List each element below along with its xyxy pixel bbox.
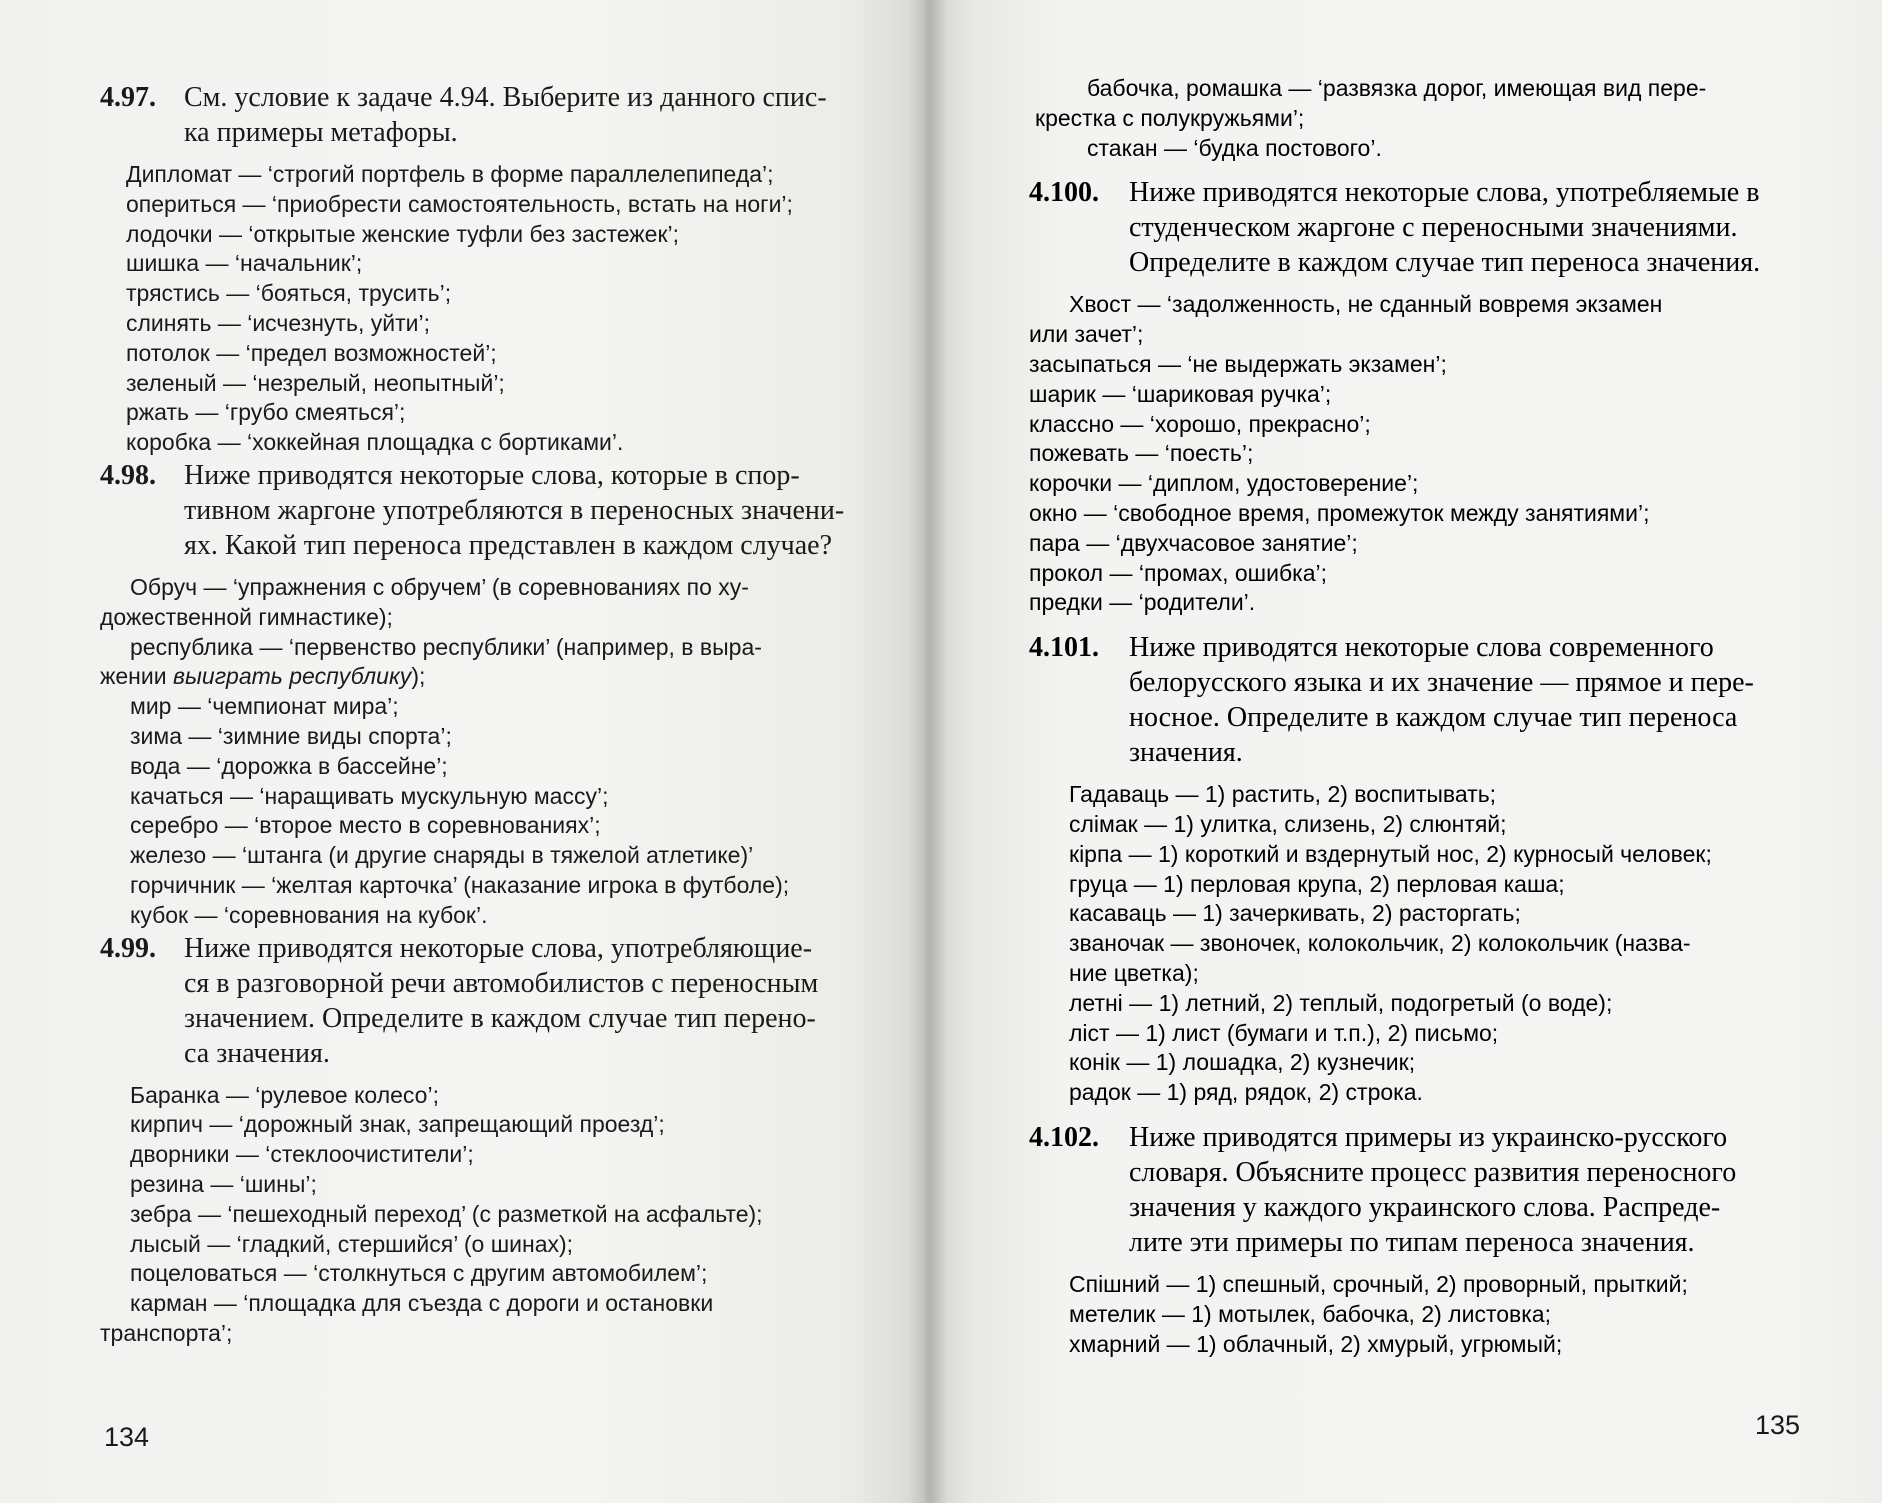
continuation-list bbox=[1035, 74, 1815, 163]
list-item: пара — ‘двухчасовое занятие’; bbox=[1029, 529, 1358, 556]
list-item: жении выиграть республику); bbox=[100, 663, 426, 690]
task-number: 4.98. bbox=[100, 459, 156, 491]
list-item: Дипломат — ‘строгий портфель в форме параллелепипеда’; bbox=[126, 161, 774, 187]
list-item: метелик — 1) мотылек, бабочка, 2) листовка; bbox=[1069, 1300, 1551, 1327]
list-item: классно — ‘хорошо, прекрасно’; bbox=[1029, 410, 1371, 437]
list-item: касаваць — 1) зачеркивать, 2) расторгать; bbox=[1069, 900, 1521, 927]
task-text: Ниже приводятся некоторые слова, употребляющие- ся в разговорной речи автомобилистов с переносным значением. Определите в каждом случае тип перено- са значения. bbox=[184, 932, 819, 1069]
list-item: транспорта’; bbox=[100, 1319, 233, 1346]
list-item: поцеловаться — ‘столкнуться с другим автомобилем’; bbox=[130, 1260, 708, 1287]
list-item: предки — ‘родители’. bbox=[1029, 589, 1256, 616]
list-item: хмарний — 1) облачный, 2) хмурый, угрюмый; bbox=[1069, 1330, 1563, 1357]
list-item: ние цветка); bbox=[1069, 959, 1199, 986]
list-item: шарик — ‘шариковая ручка’; bbox=[1029, 380, 1332, 407]
list-item: бабочка, ромашка — ‘развязка дорог, имеющая вид пере- bbox=[1087, 75, 1707, 101]
task-number: 4.99. bbox=[100, 932, 156, 964]
list-item: резина — ‘шины’; bbox=[130, 1170, 317, 1197]
example-list bbox=[48, 160, 870, 458]
list-item: коробка — ‘хоккейная площадка с бортиками’. bbox=[126, 429, 624, 456]
list-item: Хвост — ‘задолженность, не сданный вовремя экзамен bbox=[1069, 291, 1663, 318]
list-item: Гадаваць — 1) растить, 2) воспитывать; bbox=[1069, 781, 1497, 808]
task-number: 4.102. bbox=[1029, 1121, 1099, 1153]
task-4-99 bbox=[100, 931, 870, 1349]
list-item: серебро — ‘второе место в соревнованиях’; bbox=[130, 812, 601, 839]
list-item: пожевать — ‘поесть’; bbox=[1029, 440, 1254, 467]
list-item: званочак — звоночек, колокольчик, 2) колокольчик (назва- bbox=[1069, 930, 1691, 957]
task-number: 4.100. bbox=[1029, 177, 1099, 209]
task-4-102 bbox=[1029, 1120, 1815, 1359]
task-4-100 bbox=[1029, 175, 1815, 618]
list-item: летні — 1) летний, 2) теплый, подогретый (о воде); bbox=[1069, 989, 1613, 1016]
list-item: корочки — ‘диплом, удостоверение’; bbox=[1029, 470, 1419, 497]
list-item: опериться — ‘приобрести самостоятельность, встать на ноги’; bbox=[126, 190, 793, 217]
task-text: Ниже приводятся некоторые слова, которые в спор- тивном жаргоне употребляются в переносных значени- ях. Какой тип переноса представлен в каждом случае? bbox=[184, 459, 845, 561]
task-text: Ниже приводятся примеры из украинско-русского словаря. Объясните процесс развития переносного значения у каждого украинского слова. Распреде- лите эти примеры по типам переноса значения. bbox=[1129, 1121, 1737, 1258]
page-number: 135 bbox=[1755, 1410, 1801, 1440]
list-item: качаться — ‘наращивать мускульную массу’; bbox=[130, 782, 609, 809]
example-list bbox=[48, 1081, 870, 1349]
task-4-101 bbox=[1029, 630, 1815, 1108]
list-item: зебра — ‘пешеходный переход’ (с разметкой на асфальте); bbox=[130, 1200, 763, 1227]
page-number: 134 bbox=[104, 1422, 150, 1452]
left-page bbox=[0, 0, 925, 1503]
list-item: Спішний — 1) спешный, срочный, 2) проворный, прыткий; bbox=[1069, 1270, 1688, 1297]
list-item: дворники — ‘стеклоочистители’; bbox=[130, 1141, 474, 1168]
list-item: зима — ‘зимние виды спорта’; bbox=[130, 722, 452, 749]
list-item: кубок — ‘соревнования на кубок’. bbox=[130, 901, 488, 928]
task-number: 4.97. bbox=[100, 82, 156, 113]
task-4-98 bbox=[100, 458, 870, 931]
list-item: кірпа — 1) короткий и вздернутый нос, 2) курносый человек; bbox=[1069, 840, 1712, 867]
list-item: стакан — ‘будка постового’. bbox=[1087, 134, 1382, 161]
list-item: лодочки — ‘открытые женские туфли без застежек’; bbox=[126, 220, 680, 247]
left-page-content bbox=[100, 80, 870, 1349]
list-item: слімак — 1) улитка, слизень, 2) слюнтяй; bbox=[1069, 810, 1507, 837]
list-item: кирпич — ‘дорожный знак, запрещающий проезд’; bbox=[130, 1111, 665, 1138]
list-item: горчичник — ‘желтая карточка’ (наказание игрока в футболе); bbox=[130, 871, 790, 898]
list-item: шишка — ‘начальник’; bbox=[126, 250, 363, 277]
list-item: мир — ‘чемпионат мира’; bbox=[130, 693, 399, 720]
task-text: См. условие к задаче 4.94. Выберите из данного спис- ка примеры метафоры. bbox=[184, 82, 827, 148]
list-item: ліст — 1) лист (бумаги и т.п.), 2) письмо; bbox=[1069, 1019, 1499, 1046]
example-list bbox=[48, 573, 870, 931]
list-item: потолок — ‘предел возможностей’; bbox=[126, 339, 497, 366]
list-item: Баранка — ‘рулевое колесо’; bbox=[130, 1081, 439, 1108]
right-page-content bbox=[1029, 74, 1815, 1359]
list-item: республика — ‘первенство республики’ (например, в выра- bbox=[130, 633, 762, 660]
list-item: вода — ‘дорожка в бассейне’; bbox=[130, 752, 448, 779]
list-item: крестка с полукружьями’; bbox=[1035, 104, 1305, 131]
list-item: радок — 1) ряд, рядок, 2) строка. bbox=[1069, 1079, 1423, 1106]
list-item: слинять — ‘исчезнуть, уйти’; bbox=[126, 309, 430, 336]
list-item: ржать — ‘грубо смеяться’; bbox=[126, 399, 406, 426]
example-list bbox=[1029, 290, 1815, 618]
list-item: зеленый — ‘незрелый, неопытный’; bbox=[126, 369, 505, 396]
book-gutter bbox=[908, 0, 948, 1503]
list-item: прокол — ‘промах, ошибка’; bbox=[1029, 559, 1328, 586]
list-item: засыпаться — ‘не выдержать экзамен’; bbox=[1029, 350, 1447, 377]
task-text: Ниже приводятся некоторые слова современного белорусского языка и их значение — прямое и пере- носное. Определите в каждом случае тип переноса значения. bbox=[1129, 632, 1754, 769]
example-list bbox=[1029, 780, 1815, 1108]
task-number: 4.101. bbox=[1029, 632, 1099, 664]
task-4-97 bbox=[100, 80, 870, 458]
list-item: Обруч — ‘упражнения с обручем’ (в соревнованиях по ху- bbox=[130, 573, 749, 600]
list-item: груца — 1) перловая крупа, 2) перловая каша; bbox=[1069, 870, 1565, 897]
list-item: или зачет’; bbox=[1029, 321, 1144, 348]
example-list bbox=[1029, 1270, 1815, 1359]
list-item: карман — ‘площадка для съезда с дороги и остановки bbox=[130, 1290, 714, 1317]
list-item: железо — ‘штанга (и другие снаряды в тяжелой атлетике)’ bbox=[130, 842, 754, 869]
task-text: Ниже приводятся некоторые слова, употребляемые в студенческом жаргоне с переносными значениями. Определите в каждом случае тип переноса значения. bbox=[1129, 177, 1761, 279]
list-item: лысый — ‘гладкий, стершийся’ (о шинах); bbox=[130, 1230, 574, 1257]
list-item: конік — 1) лошадка, 2) кузнечик; bbox=[1069, 1049, 1416, 1076]
list-item: окно — ‘свободное время, промежуток между занятиями’; bbox=[1029, 499, 1650, 526]
list-item: дожественной гимнастике); bbox=[100, 603, 393, 630]
list-item: трястись — ‘бояться, трусить’; bbox=[126, 280, 452, 307]
